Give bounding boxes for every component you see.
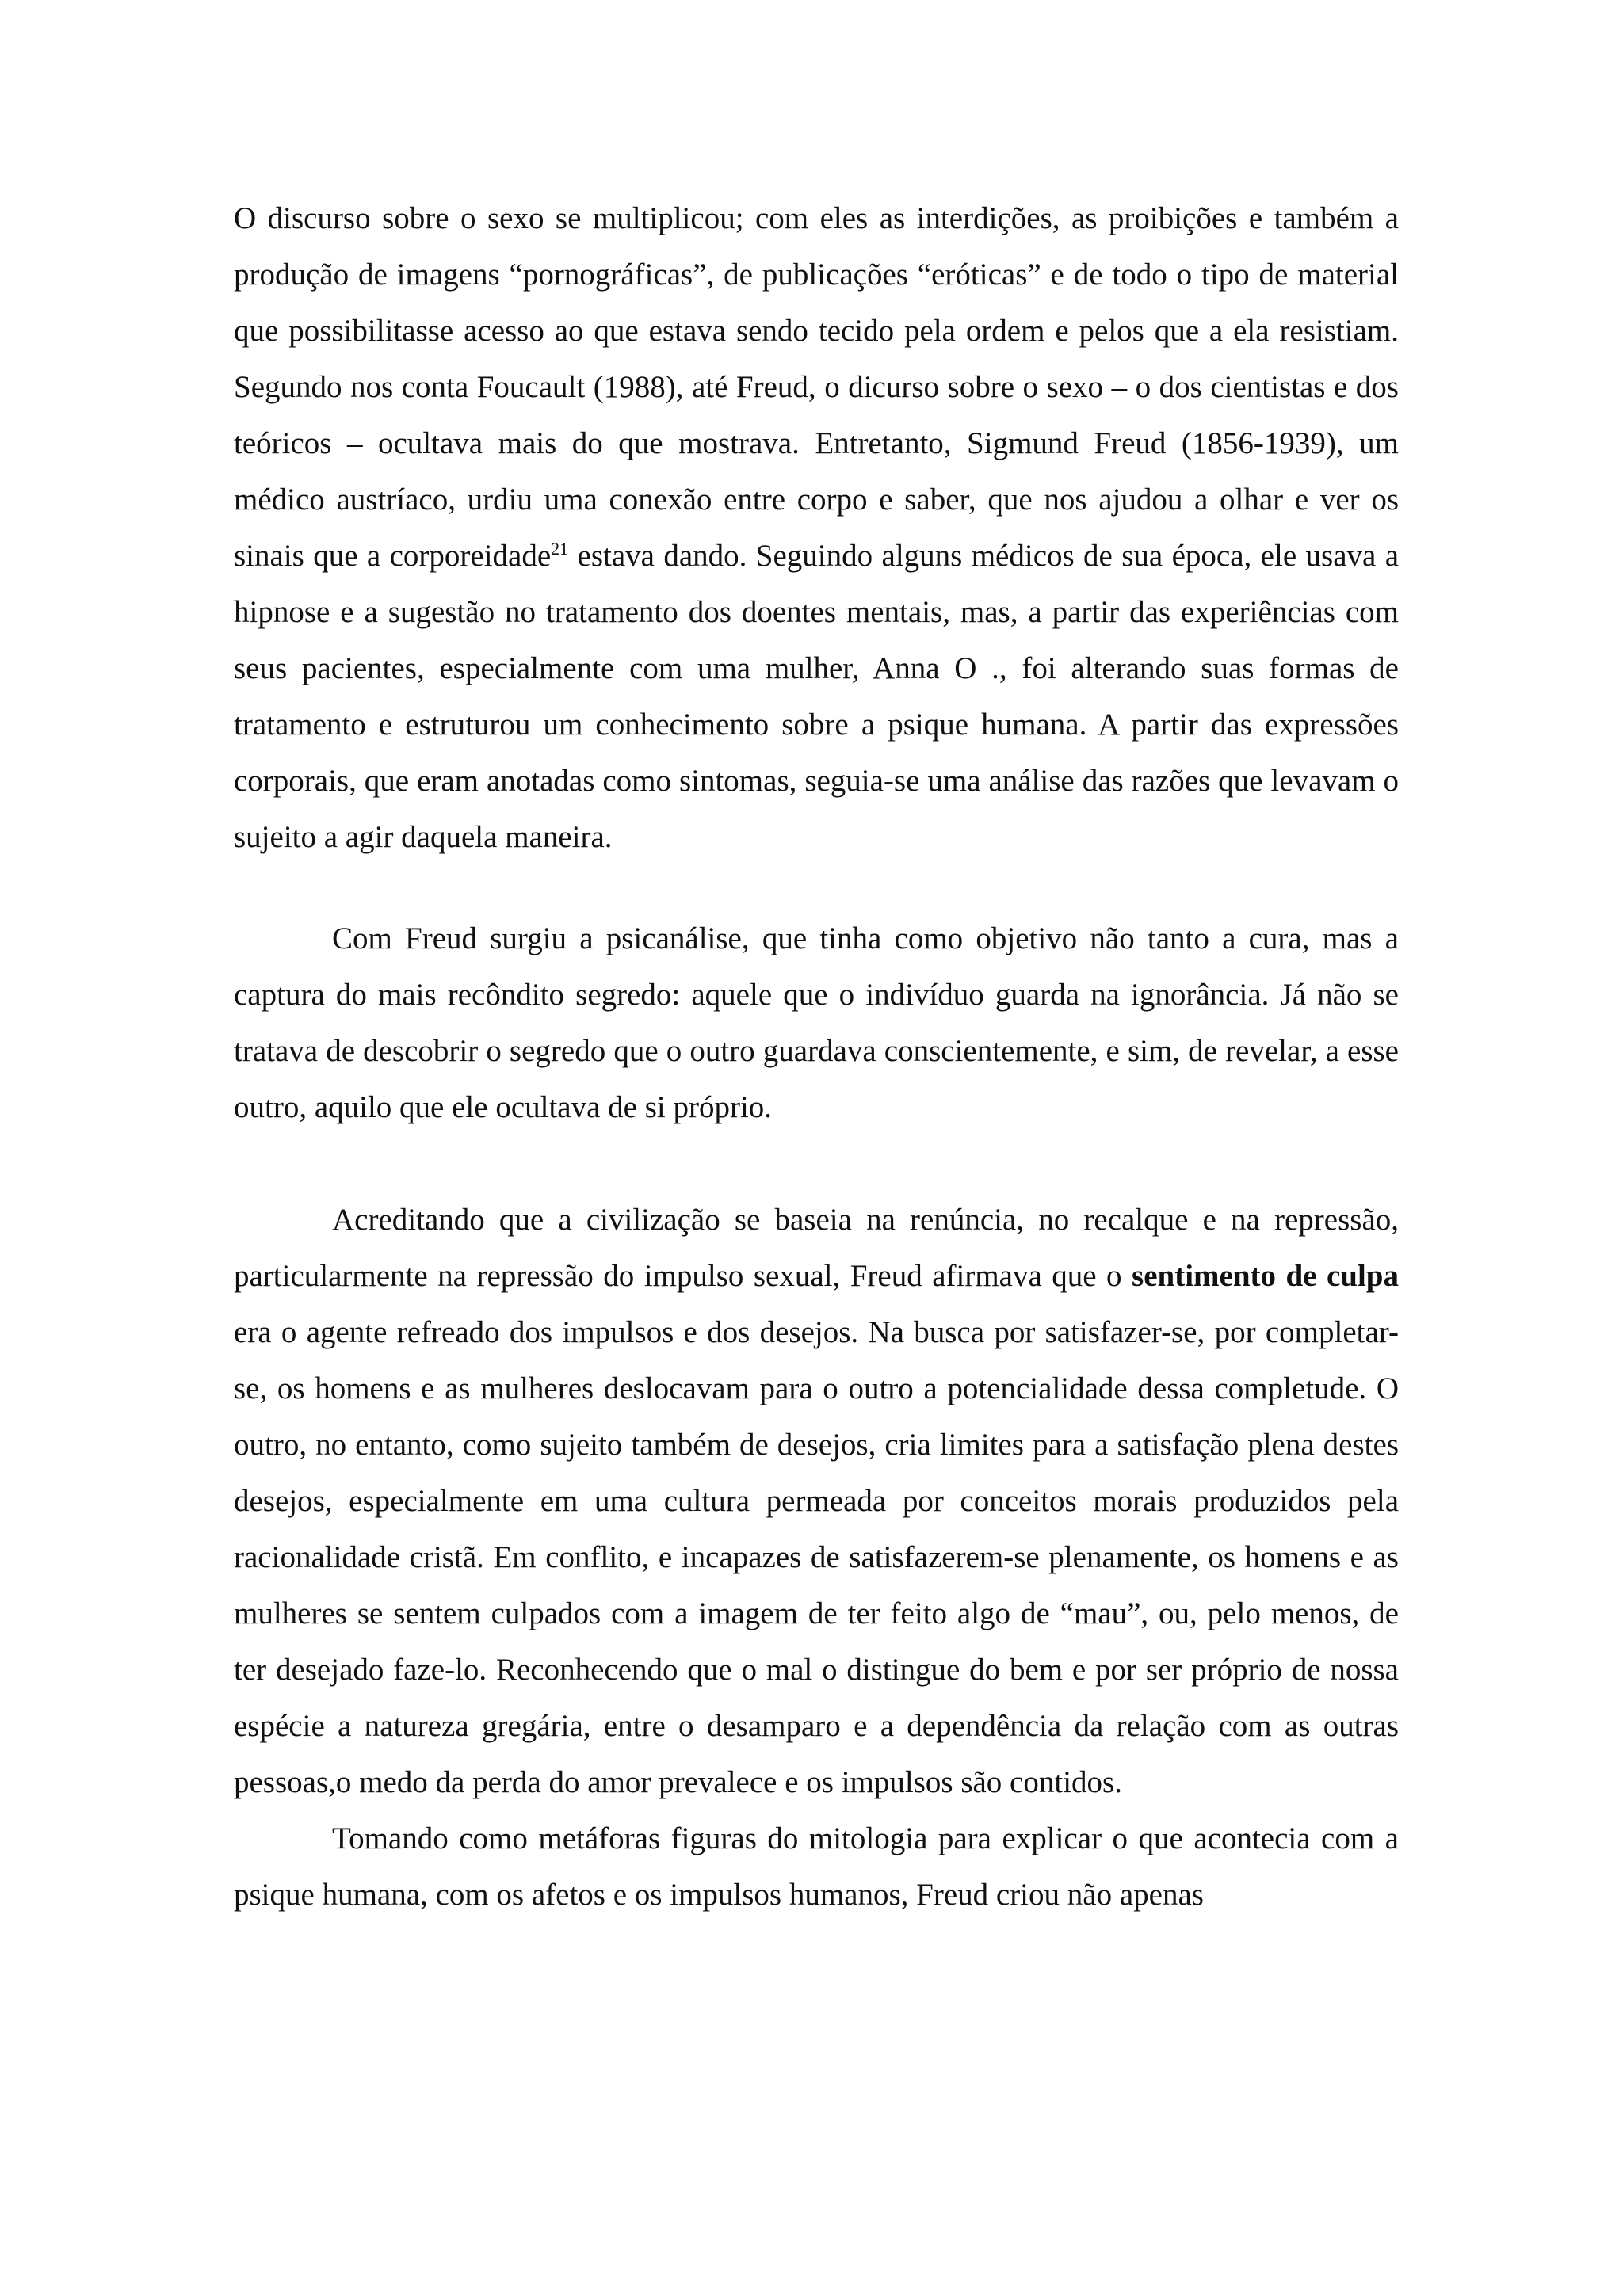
paragraph-2: Com Freud surgiu a psicanálise, que tinha como objetivo não tanto a cura, mas a captura do mais recôndito segredo: aquele que o indivíduo guarda na ignorância. Já não se tratava de descobrir o segredo que o outro guardava conscientemente, e sim, de revelar, a esse outro, aquilo que ele ocultava de si próprio. <box>234 921 1399 1124</box>
paragraph-3-text-b: era o agente refreado dos impulsos e dos desejos. Na busca por satisfazer-se, por completar-se, os homens e as mulheres deslocavam para o outro a potencialidade dessa completude. O outro, no entanto, como sujeito também de desejos, cria limites para a satisfação plena destes desejos, especialmente em uma cultura permeada por conceitos morais produzidos pela racionalidade cristã. Em conflito, e incapazes de satisfazerem-se plenamente, os homens e as mulheres se sentem culpados com a imagem de ter feito algo de “mau”, ou, pelo menos, de ter desejado faze-lo. Reconhecendo que o mal o distingue do bem e por ser próprio de nossa espécie a natureza gregária, entre o desamparo e a dependência da relação com as outras pessoas,o medo da perda do amor prevalece e os impulsos são contidos. <box>234 1315 1399 1799</box>
footnote-reference: 21 <box>551 539 569 559</box>
bold-term: sentimento de culpa <box>1132 1259 1399 1293</box>
paragraph-1 <box>234 190 1399 865</box>
paragraph-4: Tomando como metáforas figuras do mitologia para explicar o que acontecia com a psique humana, com os afetos e os impulsos humanos, Freud criou não apenas <box>234 1821 1399 1912</box>
body-text <box>234 190 1399 1923</box>
paragraph-1-text-a: O discurso sobre o sexo se multiplicou; com eles as interdições, as proibições e também a produção de imagens “pornográficas”, de publicações “eróticas” e de todo o tipo de material que possibilitasse acesso ao que estava sendo tecido pela ordem e pelos que a ela resistiam. Segundo nos conta Foucault (1988), até Freud, o dicurso sobre o sexo – o dos cientistas e dos teóricos – ocultava mais do que mostrava. Entretanto, Sigmund Freud (1856-1939), um médico austríaco, urdiu uma conexão entre corpo e saber, que nos ajudou a olhar e ver os sinais que a corporeidade <box>234 201 1399 573</box>
paragraph-1-text-b: estava dando. Seguindo alguns médicos de sua época, ele usava a hipnose e a sugestão no tratamento dos doentes mentais, mas, a partir das experiências com seus pacientes, especialmente com uma mulher, Anna O ., foi alterando suas formas de tratamento e estruturou um conhecimento sobre a psique humana. A partir das expressões corporais, que eram anotadas como sintomas, seguia-se uma análise das razões que levavam o sujeito a agir daquela maneira. <box>234 539 1400 854</box>
paragraph-3 <box>234 1192 1399 1810</box>
paragraph-3-text-a: Acreditando que a civilização se baseia na renúncia, no recalque e na repressão, particularmente na repressão do impulso sexual, Freud afirmava que o <box>234 1203 1399 1293</box>
